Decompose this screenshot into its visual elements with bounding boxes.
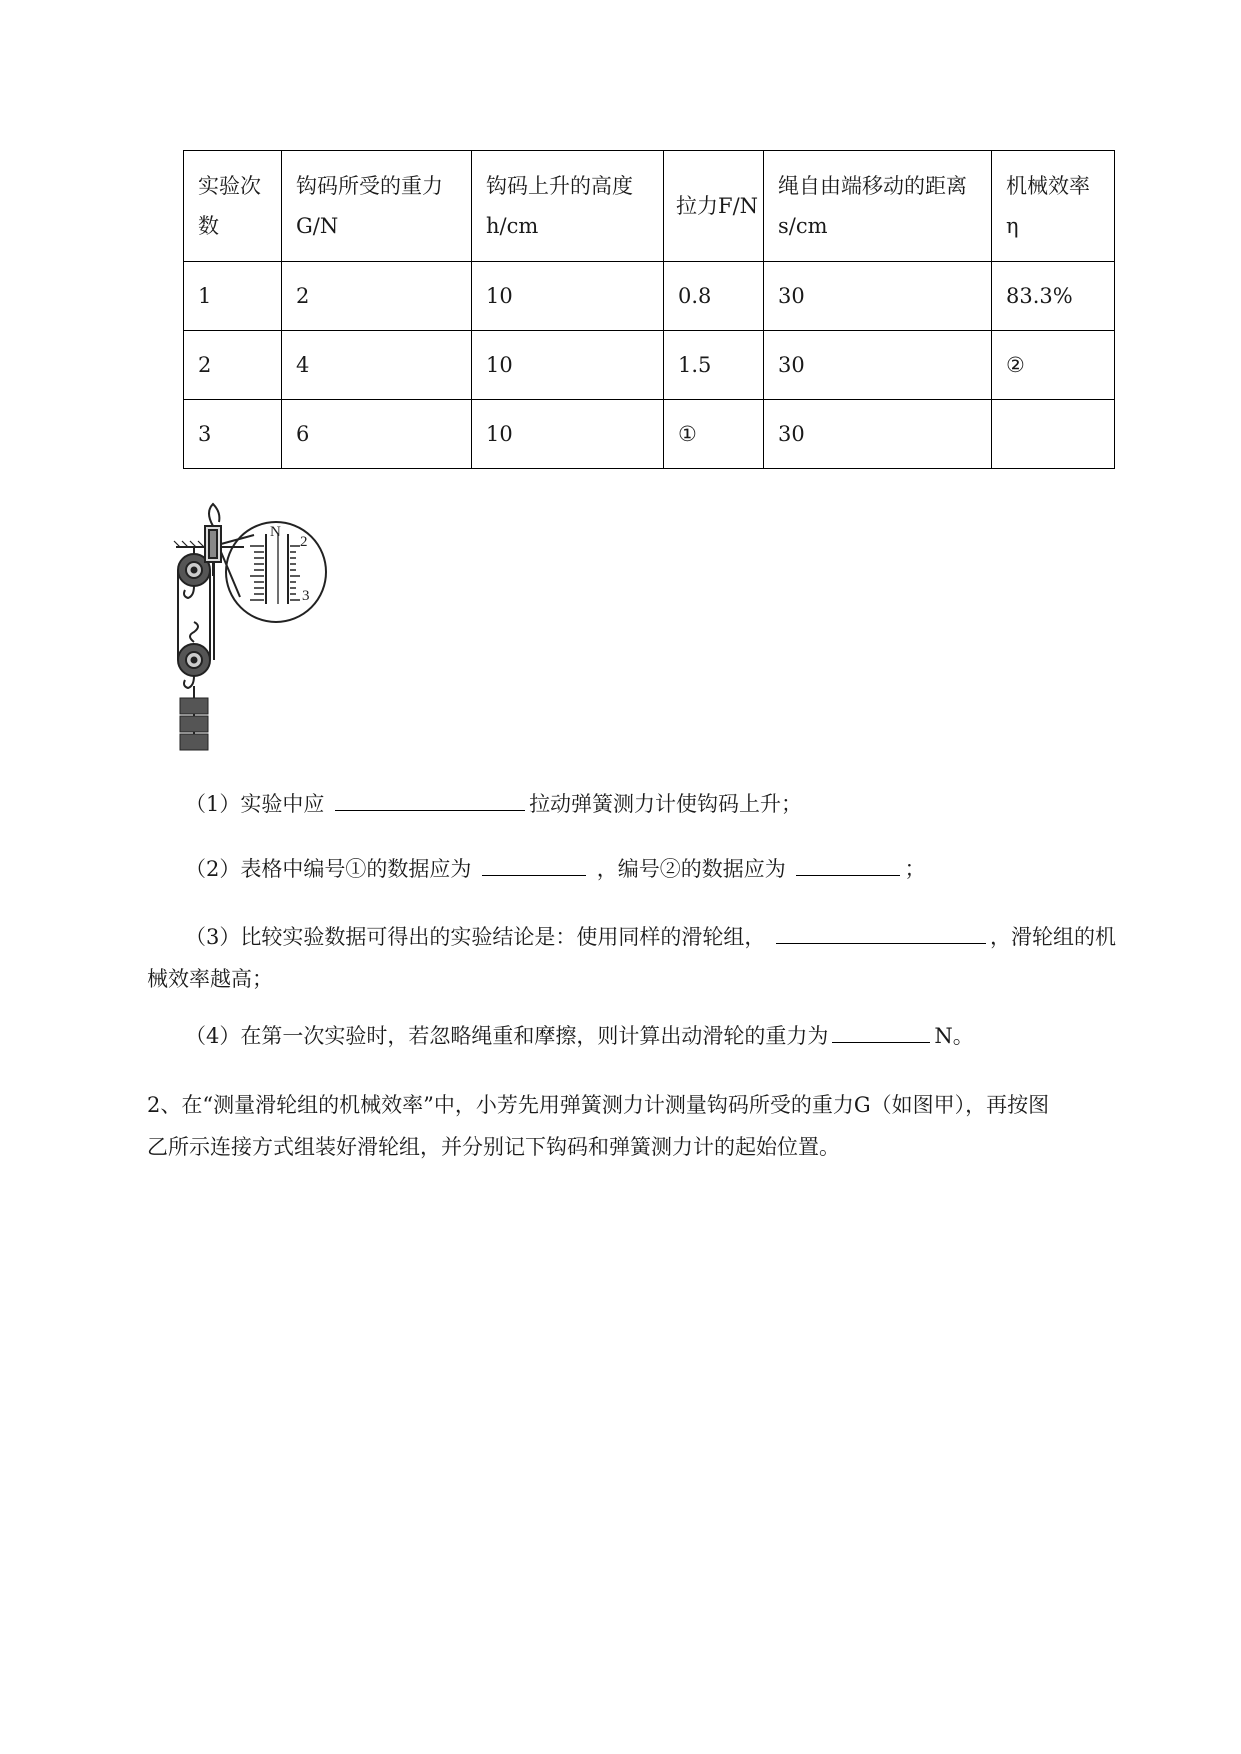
header-efficiency: 机械效率 η [992,151,1115,262]
question-4: （4）在第一次实验时，若忽略绳重和摩擦，则计算出动滑轮的重力为 N。 [185,1018,974,1054]
answer-blank-2a[interactable] [482,851,586,876]
table-cell: 2 [282,262,472,331]
question-1: （1）实验中应 拉动弹簧测力计使钩码上升； [185,786,802,822]
table-cell: ② [992,331,1115,400]
table-row [184,400,1115,469]
table-cell: 10 [472,331,664,400]
table-cell: 6 [282,400,472,469]
answer-blank-3[interactable] [776,919,986,944]
table-cell: 1 [184,262,282,331]
header-height: 钩码上升的高度 h/cm [472,151,664,262]
table-cell: 30 [764,262,992,331]
header-pull-force: 拉力F/N [664,151,764,262]
table-row [184,331,1115,400]
table-cell: 83.3% [992,262,1115,331]
table-cell: 30 [764,331,992,400]
header-trial: 实验次 数 [184,151,282,262]
table-cell [992,400,1115,469]
table-cell: ① [664,400,764,469]
answer-blank-4[interactable] [832,1018,930,1043]
table-cell: 10 [472,400,664,469]
header-weight: 钩码所受的重力 G/N [282,151,472,262]
question-2: （2）表格中编号①的数据应为 ，编号②的数据应为 ； [185,851,925,887]
table-cell: 1.5 [664,331,764,400]
dial-mark-3: 3 [302,588,310,604]
table-cell: 30 [764,400,992,469]
table-row [184,262,1115,331]
dial-mark-2: 2 [300,534,308,550]
table-header-row [184,151,1115,262]
problem-2: 2、在“测量滑轮组的机械效率”中，小芳先用弹簧测力计测量钩码所受的重力G（如图甲），再按图 乙所示连接方式组装好滑轮组，并分别记下钩码和弹簧测力计的起始位置。 [147,1093,1050,1159]
table-cell: 3 [184,400,282,469]
pulley-system-figure [172,502,372,760]
question-3: （3）比较实验数据可得出的实验结论是：使用同样的滑轮组， ，滑轮组的机 械效率越高； [147,916,1157,1000]
table-cell: 0.8 [664,262,764,331]
header-rope-distance: 绳自由端移动的距离 s/cm [764,151,992,262]
dial-unit-label: N [270,524,281,540]
table-cell: 2 [184,331,282,400]
table-cell: 4 [282,331,472,400]
table-cell: 10 [472,262,664,331]
answer-blank-2b[interactable] [796,851,900,876]
answer-blank-1[interactable] [335,786,525,811]
experiment-data-table [183,150,1115,469]
